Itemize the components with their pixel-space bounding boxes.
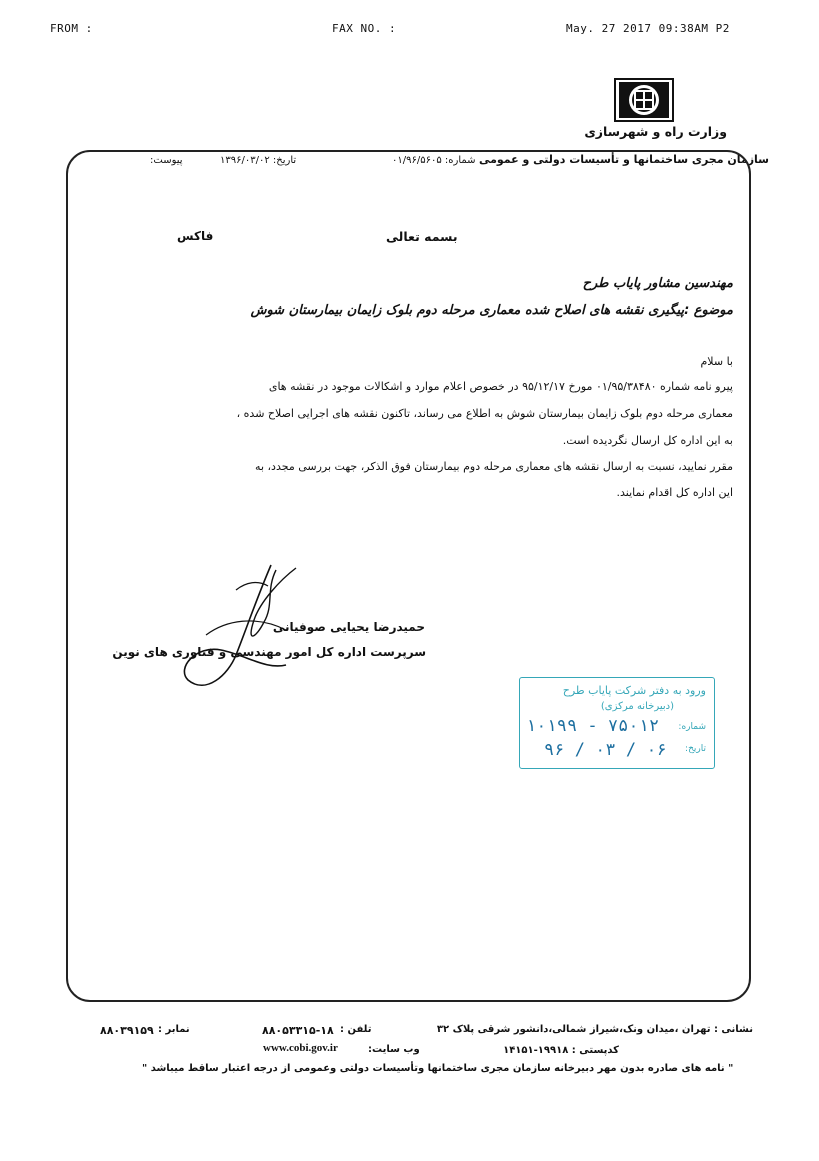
- fax-datetime: May. 27 2017 09:38AM P2: [566, 22, 730, 35]
- body-line: به این اداره کل ارسال نگردیده است.: [562, 434, 733, 447]
- footer-tel-value: ۸۸۰۵۳۳۱۵-۱۸: [262, 1024, 334, 1037]
- footer-fax-value: ۸۸۰۳۹۱۵۹: [100, 1024, 154, 1037]
- signer-title: سرپرست اداره کل امور مهندسی و فناوری های نوین: [112, 645, 426, 659]
- stamp-title: ورود به دفتر شرکت پایاب طرح: [562, 684, 706, 697]
- footer-website: www.cobi.gov.ir: [263, 1042, 338, 1054]
- letter-date: تاریخ: ۱۳۹۶/۰۳/۰۲: [220, 155, 297, 166]
- bismillah-heading: بسمه تعالی: [386, 229, 458, 244]
- fax-from-label: FROM :: [50, 22, 93, 35]
- letter-number: شماره: ۰۱/۹۶/۵۶۰۵: [392, 155, 476, 166]
- body-line: این اداره کل اقدام نمایند.: [616, 486, 733, 499]
- stamp-number-label: شماره:: [678, 722, 706, 732]
- letter-subject: موضوع :پیگیری نقشه های اصلاح شده معماری مرحله دوم بلوک زایمان بیمارستان شوش: [250, 303, 733, 318]
- ministry-name: وزارت راه و شهرسازی: [584, 124, 727, 139]
- stamp-number-value: ۱۰۱۹۹ - ۷۵۰۱۲: [526, 716, 660, 736]
- footer-fax-label: نمابر :: [158, 1024, 190, 1035]
- letter-greeting: با سلام: [700, 355, 733, 368]
- body-line: معماری مرحله دوم بلوک زایمان بیمارستان شوش به اطلاع می رساند، تاکنون نقشه های اجرایی اصلاح شده ،: [236, 407, 733, 420]
- ministry-emblem-icon: [614, 78, 674, 122]
- footer-postal-code: کدپستی : ۱۹۹۱۸-۱۴۱۵۱: [503, 1045, 619, 1056]
- footer-address: نشانی : تهران ،میدان ونک،شیراز شمالی،دانشور شرقی پلاک ۳۲: [436, 1024, 753, 1035]
- signer-name: حمیدرضا یحیایی صوفیانی: [272, 620, 425, 634]
- body-line: پیرو نامه شماره ۰۱/۹۵/۳۸۴۸۰ مورخ ۹۵/۱۲/۱۷ در خصوص اعلام موارد و اشکالات موجود در نقشه های: [268, 380, 733, 393]
- footer-website-label: وب سایت:: [368, 1044, 420, 1055]
- stamp-subtitle: (دبیرخانه مرکزی): [600, 701, 674, 712]
- body-line: مقرر نمایید، نسبت به ارسال نقشه های معماری مرحله دوم بیمارستان فوق الذکر، جهت بررسی مجدد، به: [255, 460, 733, 473]
- received-stamp: [519, 677, 715, 769]
- letter-attachment: پیوست:: [150, 155, 183, 166]
- fax-number-label: FAX NO. :: [332, 22, 397, 35]
- footer-tel-label: تلفن :: [340, 1024, 372, 1035]
- letter-recipient: مهندسین مشاور پایاب طرح: [582, 276, 733, 291]
- fax-label: فاکس: [177, 229, 214, 243]
- stamp-date-label: تاریخ:: [685, 744, 706, 754]
- organization-name: سازمان مجری ساختمانها و تأسیسات دولتی و عمومی: [478, 153, 769, 166]
- footer-validity-note: " نامه های صادره بدون مهر دبیرخانه سازمان مجری ساختمانها وتأسیسات دولتی وعمومی از درجه اعتبار ساقط میباشد ": [142, 1063, 734, 1074]
- stamp-date-value: ۹۶ / ۰۳ / ۰۶: [544, 740, 667, 760]
